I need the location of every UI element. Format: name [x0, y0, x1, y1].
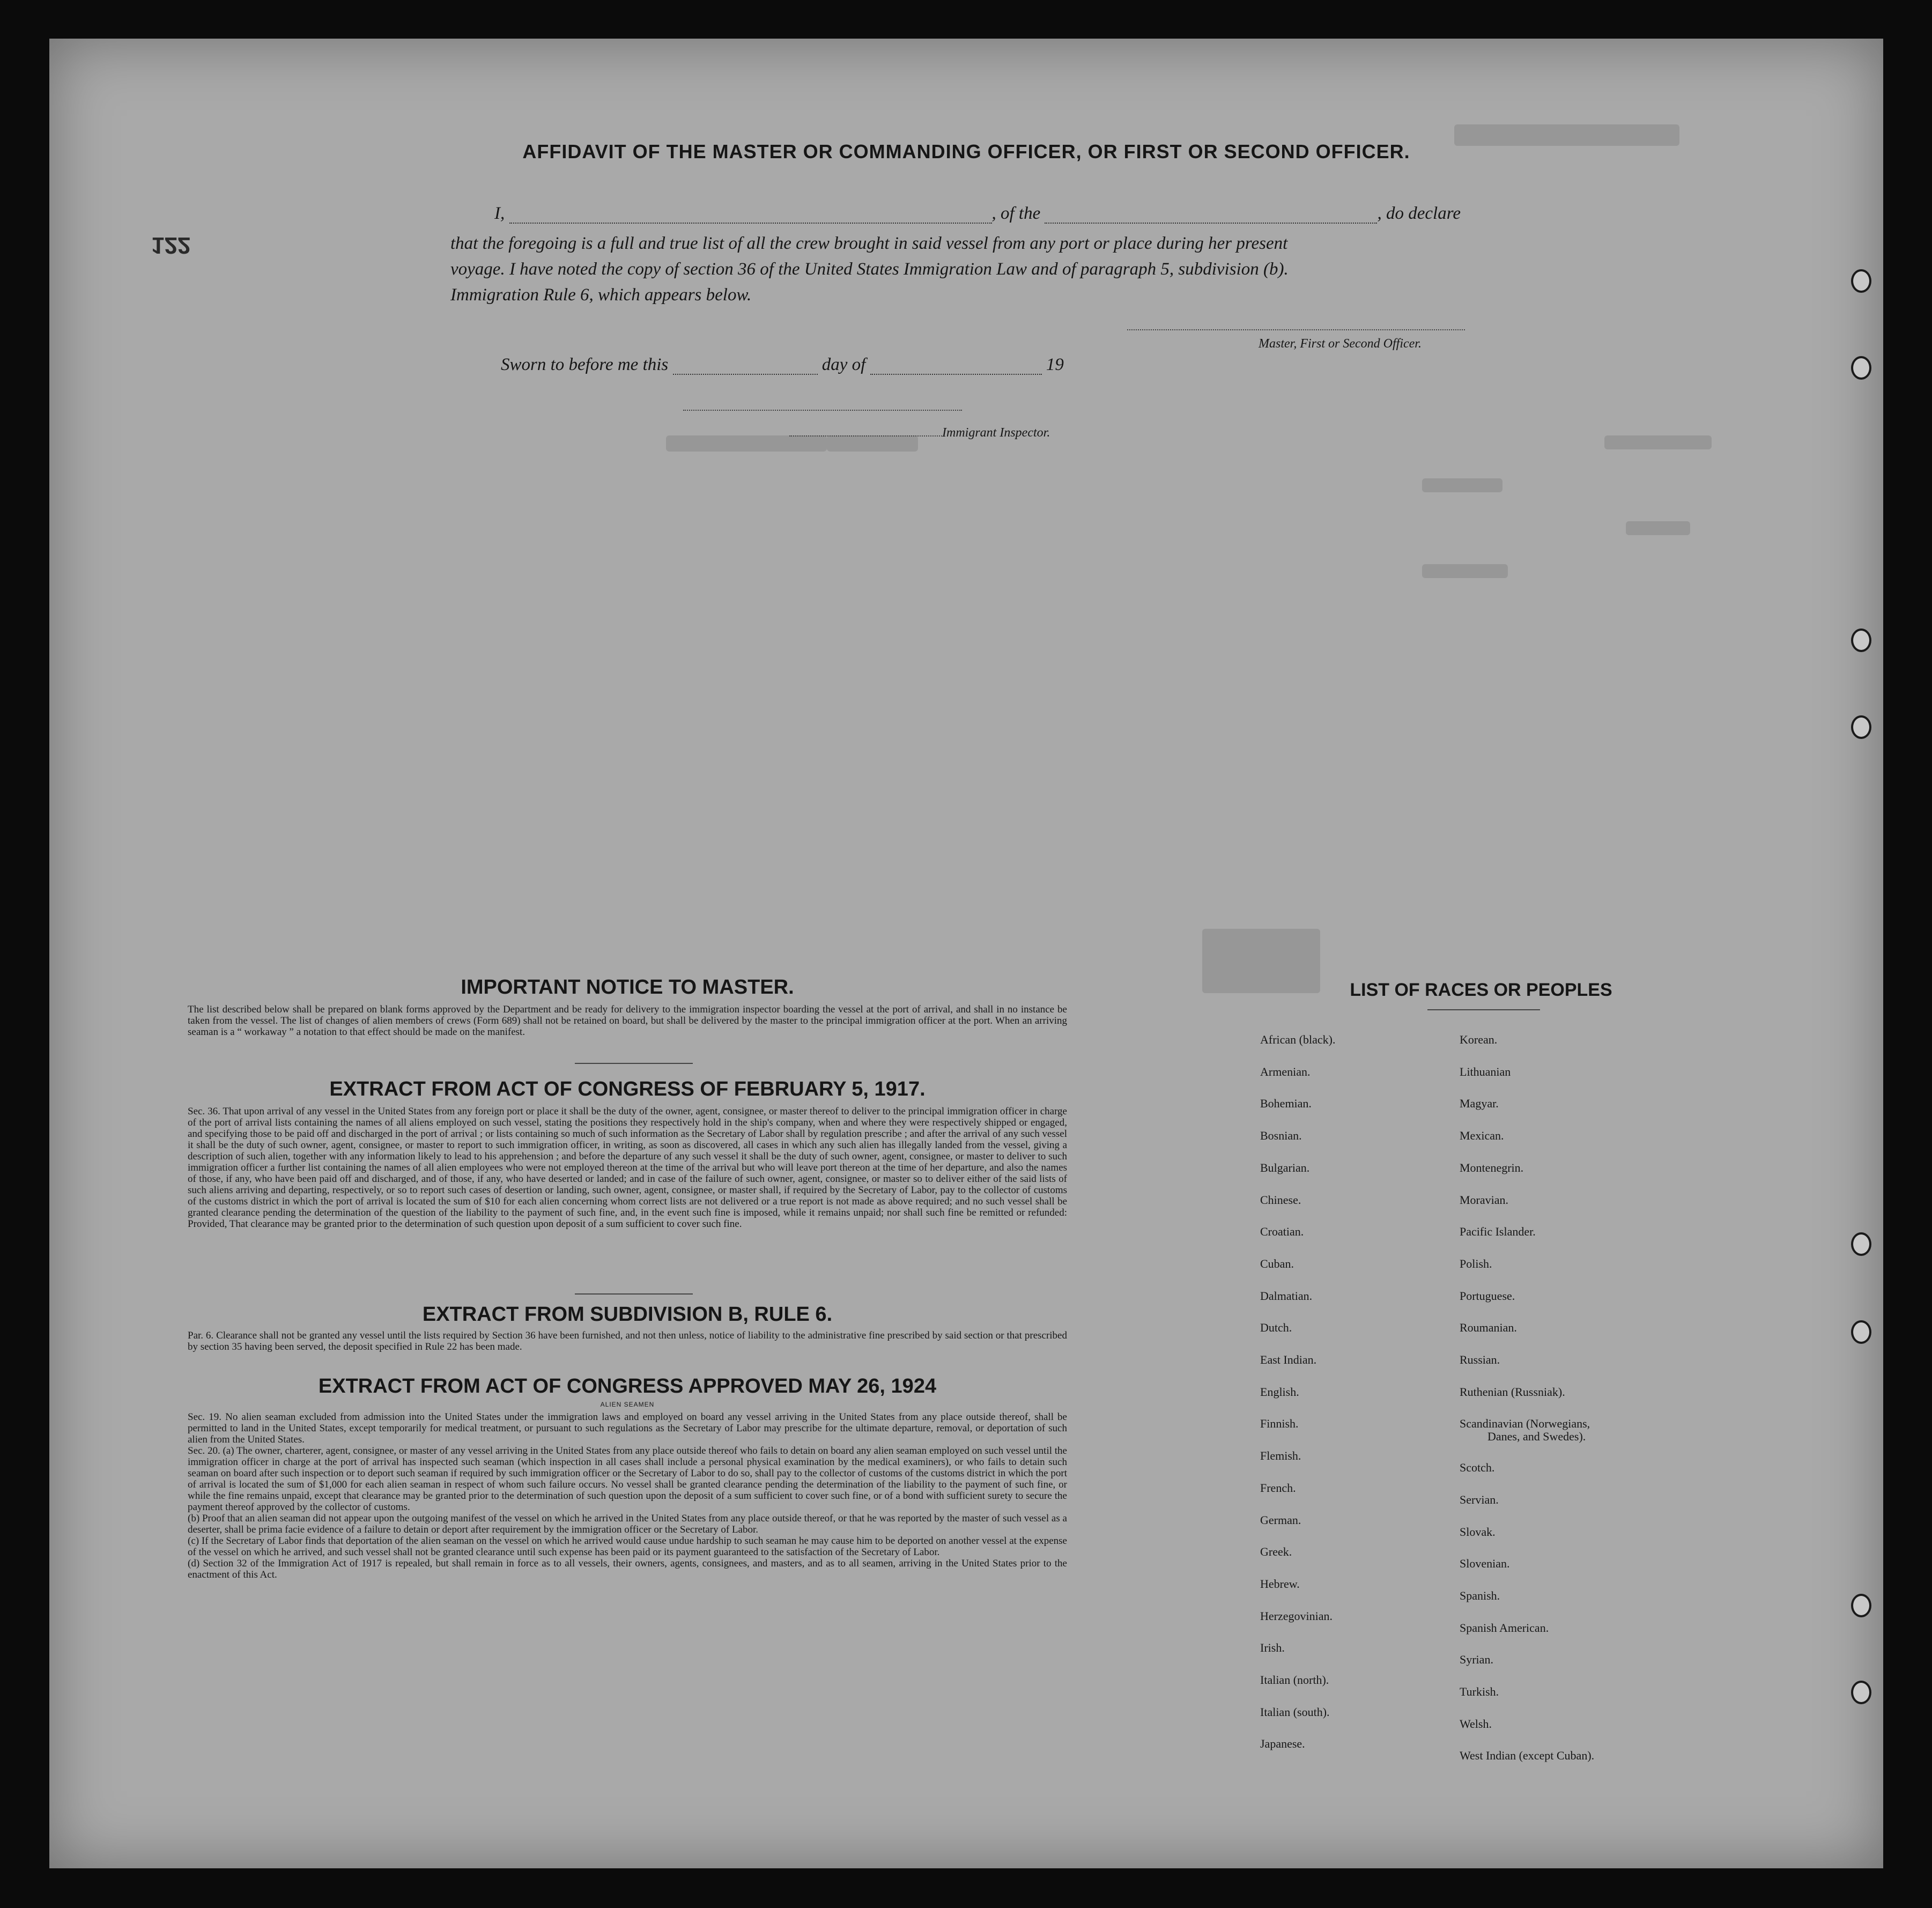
race-item: Moravian. — [1460, 1193, 1509, 1207]
punch-hole — [1851, 715, 1871, 739]
affidavit-line-4: Immigration Rule 6, which appears below. — [450, 285, 752, 305]
extract-1917-title: EXTRACT FROM ACT OF CONGRESS OF FEBRUARY 5, 1917. — [329, 1078, 926, 1100]
notice-title: IMPORTANT NOTICE TO MASTER. — [461, 976, 794, 999]
race-item: Russian. — [1460, 1353, 1500, 1366]
inspector-signature-line-upper[interactable] — [683, 410, 962, 411]
race-item: Japanese. — [1260, 1737, 1305, 1751]
master-signature-line[interactable] — [1127, 329, 1465, 330]
race-item: Korean. — [1460, 1033, 1498, 1046]
race-item: Scandinavian (Norwegians, — [1460, 1417, 1590, 1431]
race-item: German. — [1260, 1513, 1301, 1527]
vessel-name-blank[interactable] — [1045, 208, 1377, 224]
race-item: Cuban. — [1260, 1256, 1294, 1270]
race-item: African (black). — [1260, 1033, 1336, 1046]
race-item: Portuguese. — [1460, 1289, 1515, 1303]
race-item: Armenian. — [1260, 1064, 1311, 1078]
race-item: French. — [1260, 1481, 1296, 1495]
extract-1924-sec20a: Sec. 20. (a) The owner, charterer, agent, consignee, or master of any vessel arriving in the United States from any place outside thereof who fails to detain on board any alien seaman employed on such vessel until the immigration officer in charge at the port of arrival has inspected such seaman (which inspection in all cases shall include a personal physical examination by the medical examiners), or who fails to detain such seaman on board after such inspection or to deport such seaman if required by such immigration officer or the Secretary of Labor to do so, shall pay to the collector of customs of the customs district in which the port of arrival is located the sum of $1,000 for each alien seaman in respect of whom such failure occurs. No vessel shall be granted clearance pending the determination of the liability to the payment of such fine, or while the fine remains unpaid, except that clearance may be granted prior to the determination of such question upon the deposit of a sum sufficient to cover such fine, or of a bond with sufficient surety to secure the payment thereof approved by the collector of customs. — [188, 1445, 1067, 1513]
race-item: Herzegovinian. — [1260, 1609, 1333, 1623]
race-item: Italian (north). — [1260, 1673, 1329, 1687]
divider — [1427, 1009, 1540, 1010]
divider — [575, 1063, 693, 1064]
sworn-month-blank[interactable] — [870, 359, 1042, 375]
declare-i: I, — [494, 204, 505, 223]
race-item: Italian (south). — [1260, 1705, 1330, 1719]
race-item: Slovenian. — [1460, 1557, 1510, 1571]
declare-of-the: , of the — [991, 204, 1041, 223]
race-item: Spanish. — [1460, 1588, 1500, 1602]
declare-end: , do declare — [1377, 204, 1461, 223]
race-item: Irish. — [1260, 1641, 1285, 1655]
race-item: Flemish. — [1260, 1449, 1301, 1463]
bleed-through-mark — [666, 435, 827, 452]
extract-1924-subtitle: ALIEN SEAMEN — [600, 1401, 655, 1408]
race-item: Ruthenian (Russniak). — [1460, 1385, 1565, 1399]
affidavit-declaration-line — [494, 204, 1461, 224]
race-item: Pacific Islander. — [1460, 1225, 1536, 1239]
race-item: Slovak. — [1460, 1525, 1496, 1539]
extract-rule6-text: Par. 6. Clearance shall not be granted any vessel until the lists required by Section 36 have been furnished, and not then unless, notice of liability to the administrative fine prescribed by said section or that prescribed by section 35 having been served, the deposit specified in Rule 22 has been made. — [188, 1330, 1067, 1352]
race-item: English. — [1260, 1385, 1299, 1399]
bleed-through-mark — [827, 435, 918, 452]
race-item: Montenegrin. — [1460, 1160, 1524, 1174]
affidavit-title: AFFIDAVIT OF THE MASTER OR COMMANDING OFFICER, OR FIRST OR SECOND OFFICER. — [522, 140, 1410, 162]
extract-1924-title: EXTRACT FROM ACT OF CONGRESS APPROVED MAY 26, 1924 — [318, 1375, 937, 1397]
sworn-day-of: day of — [821, 355, 866, 374]
divider — [575, 1293, 693, 1295]
races-title: LIST OF RACES OR PEOPLES — [1350, 980, 1612, 1000]
extract-rule6-title: EXTRACT FROM SUBDIVISION B, RULE 6. — [422, 1303, 833, 1326]
bleed-through-mark — [1422, 478, 1502, 492]
race-item: East Indian. — [1260, 1353, 1317, 1366]
race-item: Bosnian. — [1260, 1129, 1302, 1143]
affidavit-line-2: that the foregoing is a full and true list of all the crew brought in said vessel from any port or place during her present — [450, 234, 1288, 253]
race-item: Greek. — [1260, 1545, 1292, 1559]
race-item: Roumanian. — [1460, 1321, 1517, 1335]
race-item: Danes, and Swedes). — [1487, 1430, 1586, 1444]
race-item: West Indian (except Cuban). — [1460, 1749, 1595, 1763]
extract-1917-text: Sec. 36. That upon arrival of any vessel in the United States from any foreign port or place it shall be the duty of the owner, agent, consignee, or master thereof to deliver to the principal immigration officer in charge of the port of arrival lists containing the names of all aliens employed on such vessel, stating the positions they respectively hold in the ship's company, when and where they were respectively shipped or engaged, and specifying those to be paid off and discharged in the port of arrival ; or lists containing so much of such information as the Secretary of Labor shall by regulation prescribe ; and after the arrival of any such vessel it shall be the duty of such owner, agent, consignee, or master to report to such immigration officer, in writing, as soon as discovered, all cases in which any such alien has illegally landed from the vessel, giving a description of such alien, together with any information likely to lead to his apprehension ; and before the departure of any such vessel it shall be the duty of such owner, agent, consignee, or master to deliver to such immigration officer a further list containing the names of all alien employees who were not employed thereon at the time of the arrival but who will leave port thereon at the time of her departure, and also the names of those, if any, who have been paid off and discharged, and of those, if any, who have deserted or landed; and in case of the failure of such owner, agent, consignee, or master so to deliver either of the said lists of such aliens arriving and departing, respectively, or so to report such cases of desertion or landing, such owner, agent, consignee, or master shall, if required by the Secretary of Labor, pay to the collector of customs of the customs district in which the port of arrival is located the sum of $10 for each alien concerning whom correct lists are not delivered or a true report is not made as above required; and no such vessel shall be granted clearance pending the determination of the question of the liability to the payment of such fine, and, in the event such fine is imposed, while it remains unpaid; nor shall such fine be remitted or refunded: Provided, That clearance may be granted prior to the determination of such question upon deposit of a sum sufficient to cover such fine. — [188, 1106, 1067, 1230]
race-item: Lithuanian — [1460, 1064, 1511, 1078]
officer-name-blank[interactable] — [509, 208, 992, 224]
notice-text: The list described below shall be prepared on blank forms approved by the Department and be ready for delivery to the immigration inspector boarding the vessel at the port of arrival, and shall in no instance be taken from the vessel. The list of changes of alien members of crews (Form 689) shall not be retained on board, but shall be delivered by the master to the principal immigration officer at the port. When an arriving seaman is a “ workaway ” a notation to that effect should be made on the manifest. — [188, 1004, 1067, 1038]
race-item: Turkish. — [1460, 1685, 1499, 1698]
extract-1924-body — [188, 1411, 1067, 1580]
race-item: Dalmatian. — [1260, 1289, 1313, 1303]
extract-1924-sec20d: (d) Section 32 of the Immigration Act of 1917 is repealed, but shall remain in force as to all vessels, their owners, agents, consignees, and masters, and as to all seamen, arriving in the United States prior to the enactment of this Act. — [188, 1558, 1067, 1580]
race-item: Finnish. — [1260, 1417, 1299, 1431]
bleed-through-mark — [1422, 564, 1508, 578]
sworn-line — [501, 355, 1064, 375]
inspector-label: Immigrant Inspector. — [942, 426, 1050, 440]
race-item: Welsh. — [1460, 1717, 1492, 1730]
punch-hole — [1851, 1594, 1871, 1617]
affidavit-line-3: voyage. I have noted the copy of section 36 of the United States Immigration Law and of paragraph 5, subdivision (b). — [450, 260, 1289, 279]
race-item: Polish. — [1460, 1256, 1492, 1270]
race-item: Syrian. — [1460, 1653, 1493, 1667]
sworn-day-blank[interactable] — [673, 359, 818, 375]
manifest-page — [49, 39, 1883, 1868]
race-item: Croatian. — [1260, 1225, 1304, 1239]
race-item: Mexican. — [1460, 1129, 1504, 1143]
race-item: Bulgarian. — [1260, 1160, 1310, 1174]
extract-1924-sec19: Sec. 19. No alien seaman excluded from admission into the United States under the immigration laws and employed on board any vessel arriving in the United States from any place outside thereof, shall be permitted to land in the United States, except temporarily for medical treatment, or pursuant to such regulations as the Secretary of Labor may prescribe for the ultimate departure, removal, or deportation of such alien from the United States. — [188, 1411, 1067, 1445]
punch-hole — [1851, 1681, 1871, 1704]
race-item: Bohemian. — [1260, 1097, 1312, 1111]
race-item: Scotch. — [1460, 1461, 1495, 1475]
bleed-through-mark — [1626, 521, 1690, 535]
punch-hole — [1851, 628, 1871, 652]
bleed-through-mark — [1604, 435, 1712, 449]
punch-hole — [1851, 356, 1871, 380]
margin-number: 122 — [151, 232, 191, 258]
race-item: Magyar. — [1460, 1097, 1499, 1111]
extract-1924-sec20b: (b) Proof that an alien seaman did not appear upon the outgoing manifest of the vessel on which he arrived in the United States from any place outside thereof, or that he was reported by the master of such vessel as a deserter, shall be prima facie evidence of a failure to detain or deport after requirement by the immigration officer or the Secretary of Labor. — [188, 1513, 1067, 1535]
extract-1924-sec20c: (c) If the Secretary of Labor finds that deportation of the alien seaman on the vessel on which he arrived would cause undue hardship to such seaman he may cause him to be deported on another vessel at the expense of the vessel on which he arrived, and such vessel shall not be granted clearance until such expense has been paid or its payment guaranteed to the satisfaction of the Secretary of Labor. — [188, 1535, 1067, 1558]
master-signature-label: Master, First or Second Officer. — [1259, 337, 1422, 351]
race-item: Dutch. — [1260, 1321, 1292, 1335]
punch-hole — [1851, 269, 1871, 293]
race-item: Hebrew. — [1260, 1577, 1300, 1591]
inspector-signature-line[interactable] — [789, 435, 942, 437]
punch-hole — [1851, 1232, 1871, 1256]
race-item: Servian. — [1460, 1492, 1499, 1506]
race-item: Chinese. — [1260, 1193, 1301, 1207]
sworn-year: 19 — [1046, 355, 1064, 374]
punch-hole — [1851, 1320, 1871, 1344]
race-item: Spanish American. — [1460, 1621, 1549, 1635]
sworn-prefix: Sworn to before me this — [501, 355, 669, 374]
